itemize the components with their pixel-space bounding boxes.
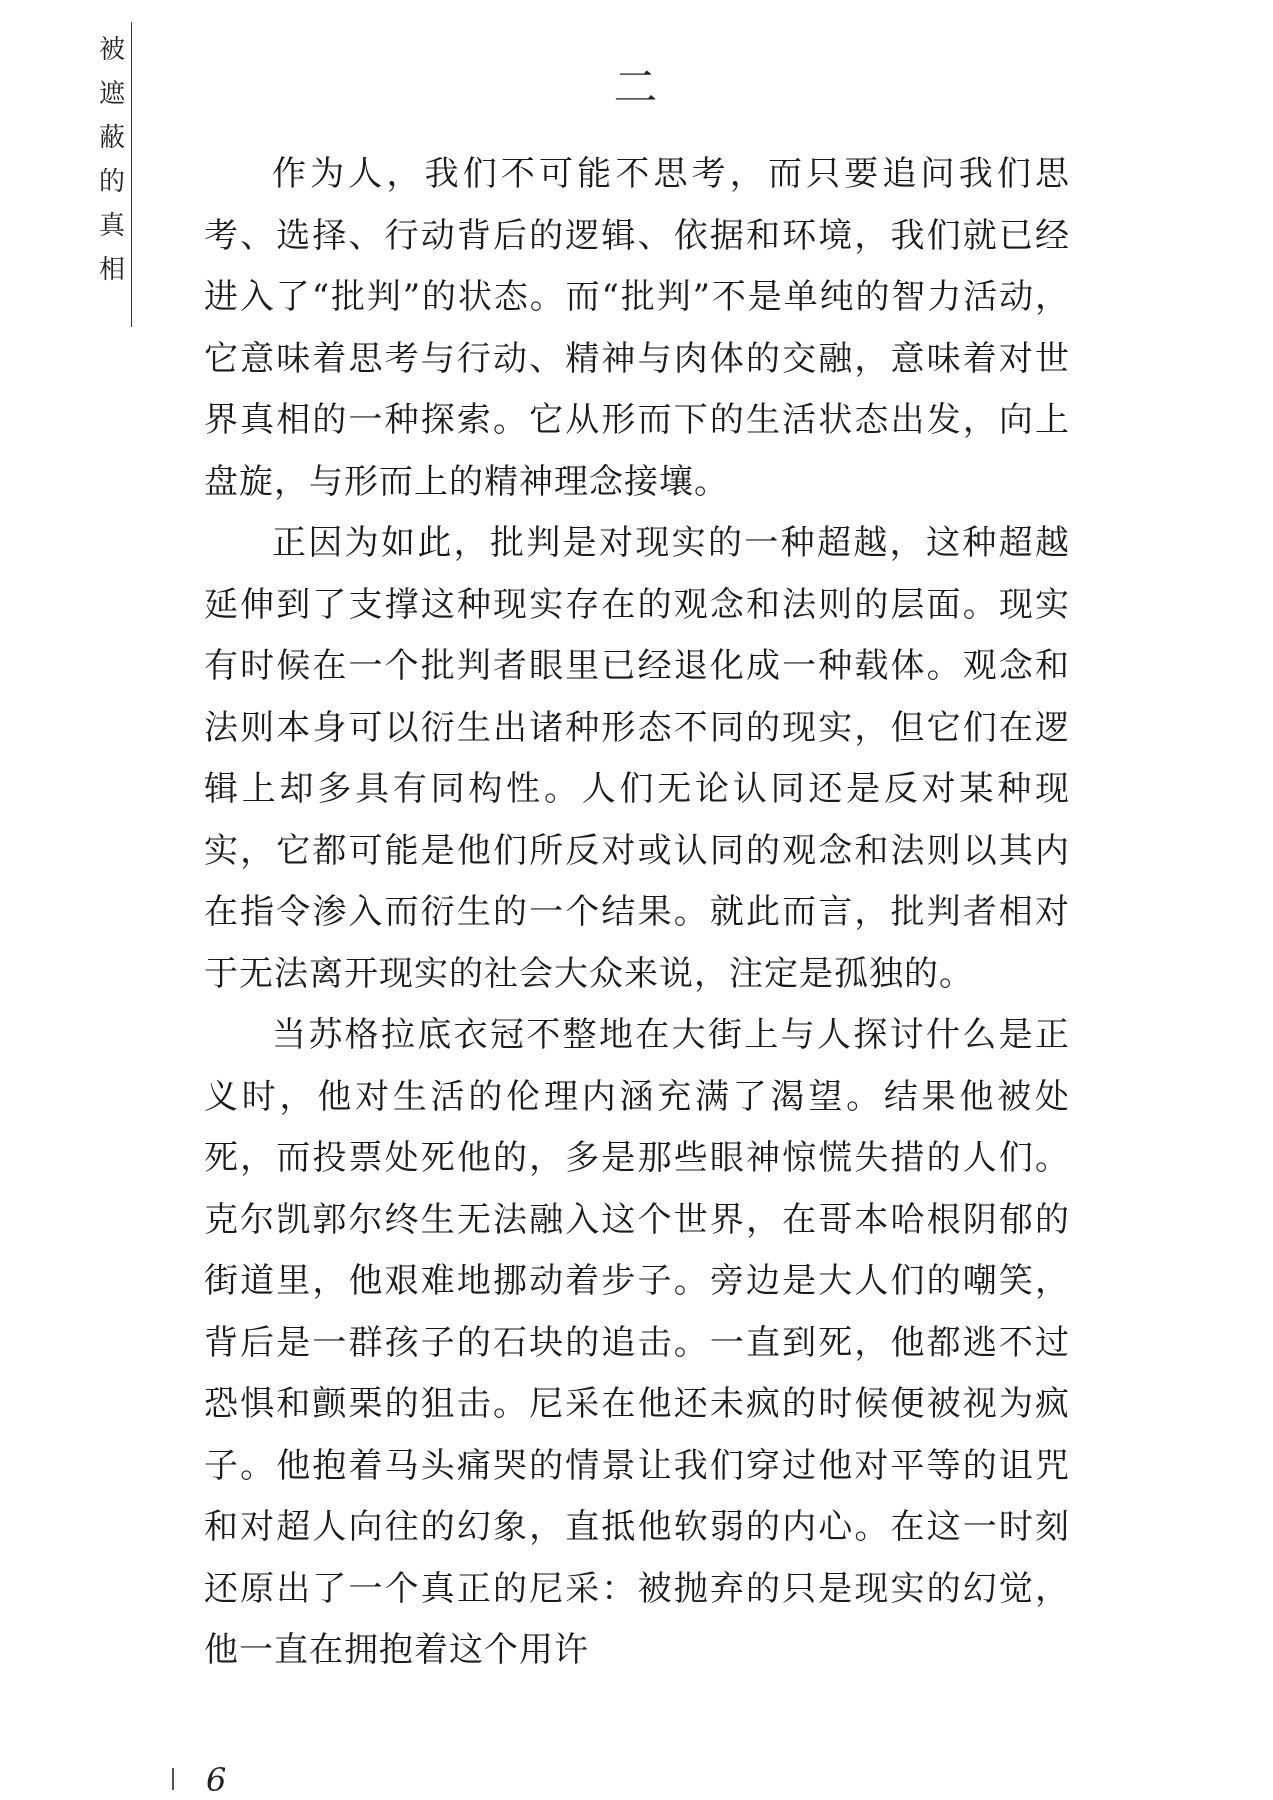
section-heading: 二: [613, 62, 660, 113]
paragraph-2: 正因为如此，批判是对现实的一种超越，这种超越延伸到了支撑这种现实存在的观念和法则的层面。现实有时候在一个批判者眼里已经退化成一种载体。观念和法则本身可以衍生出诸种形态不同的现实，但它们在逻辑上却多具有同构性。人们无论认同还是反对某种现实，它都可能是他们所反对或认同的观念和法则以其内在指令渗入而衍生的一个结果。就此而言，批判者相对于无法离开现实的社会大众来说，注定是孤独的。: [204, 523, 1070, 994]
paragraph-1: 作为人，我们不可能不思考，而只要追问我们思考、选择、行动背后的逻辑、依据和环境，我们就已经进入了“批判”的状态。而“批判”不是单纯的智力活动，它意味着思考与行动、精神与肉体的交融，意味着对世界真相的一种探索。它从形而下的生活状态出发，向上盘旋，与形而上的精神理念接壤。: [204, 154, 1070, 502]
running-head-char: 的: [98, 167, 125, 197]
running-head-char: 蔽: [98, 123, 125, 153]
body-text: [204, 144, 1070, 1682]
running-head-char: 相: [98, 255, 125, 285]
paragraph-3: 当苏格拉底衣冠不整地在大街上与人探讨什么是正义时，他对生活的伦理内涵充满了渴望。结果他被处死，而投票处死他的，多是那些眼神惊慌失措的人们。克尔凯郭尔终生无法融入这个世界，在哥本哈根阴郁的街道里，他艰难地挪动着步子。旁边是大人们的嘲笑，背后是一群孩子的石块的追击。一直到死，他都逃不过恐惧和颤栗的狙击。尼采在他还未疯的时候便被视为疯子。他抱着马头痛哭的情景让我们穿过他对平等的诅咒和对超人向往的幻象，直抵他软弱的内心。在这一时刻还原出了一个真正的尼采：被抛弃的只是现实的幻觉，他一直在拥抱着这个用许: [204, 1015, 1070, 1670]
footer-rule: [172, 1768, 174, 1790]
running-head-char: 真: [98, 211, 125, 241]
running-head-char: 被: [98, 35, 125, 65]
running-head-char: 遮: [98, 79, 125, 109]
page-number: 6: [206, 1761, 227, 1799]
